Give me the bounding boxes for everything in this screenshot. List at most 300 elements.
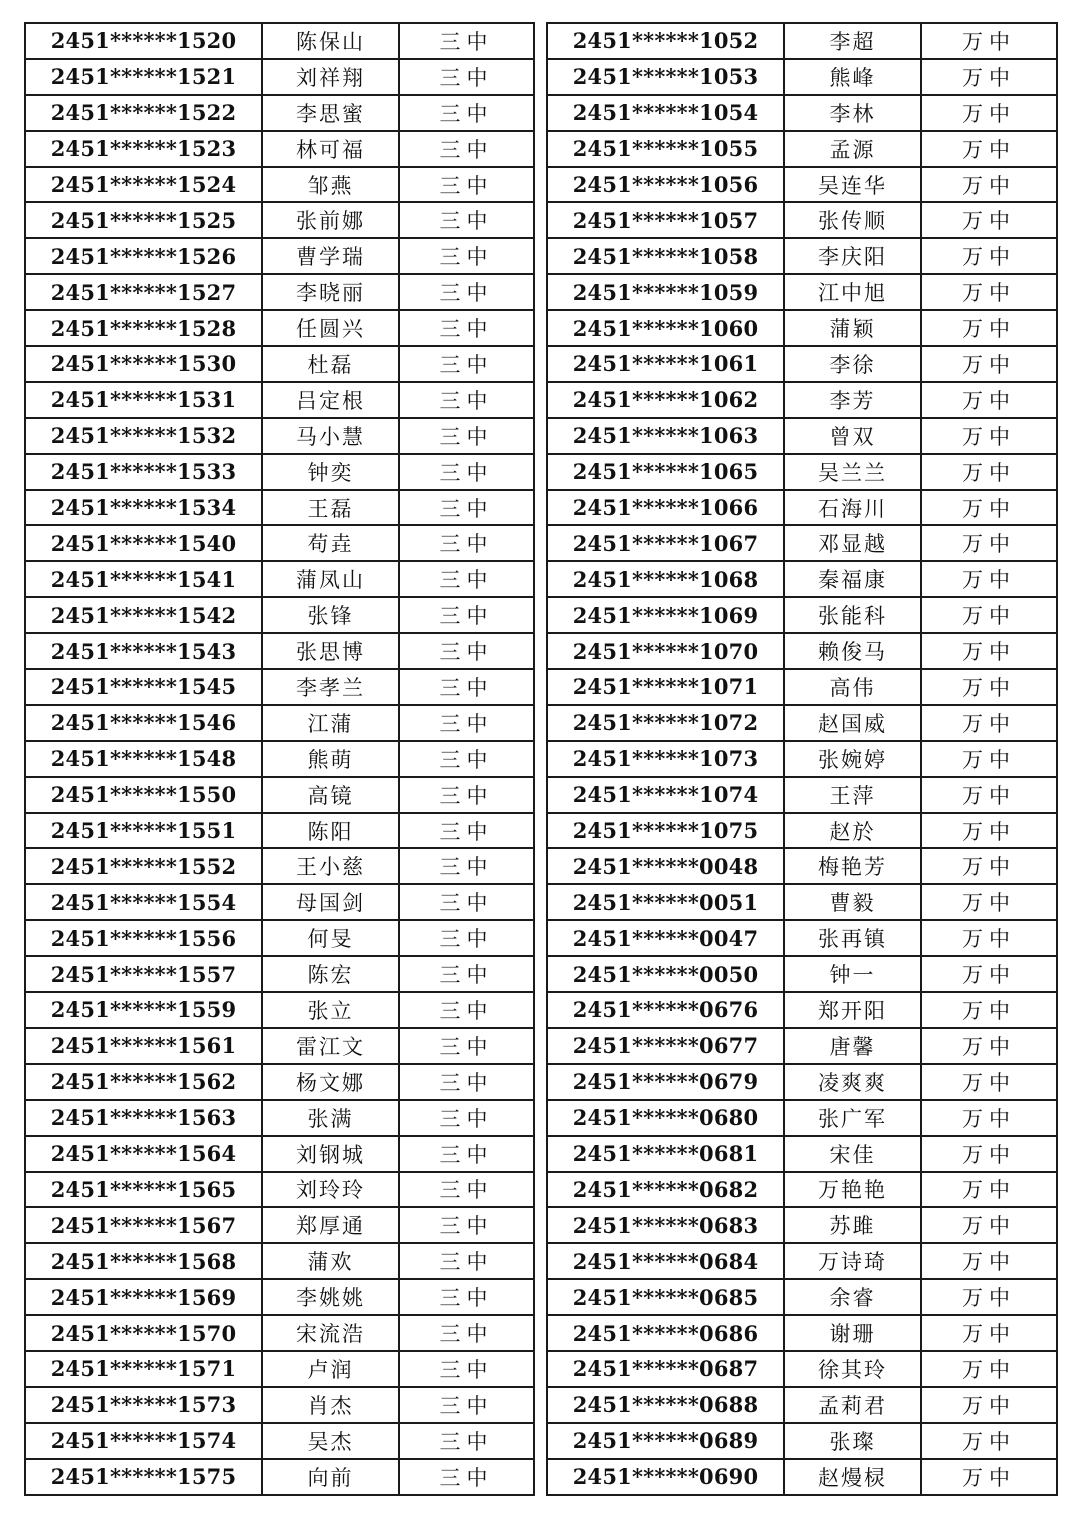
student-name-cell: 钟一 [784,956,921,992]
table-row [547,346,1057,382]
student-name-cell: 张婉婷 [784,741,921,777]
student-name-cell: 宋流浩 [262,1315,399,1351]
school-cell: 万中 [921,1136,1057,1172]
student-name-cell: 吕定根 [262,382,399,418]
school-cell: 万中 [921,561,1057,597]
table-row [547,202,1057,238]
school-cell: 三中 [399,59,534,95]
school-cell: 三中 [399,597,534,633]
school-cell: 三中 [399,1243,534,1279]
school-cell: 三中 [399,310,534,346]
student-name-cell: 刘玲玲 [262,1172,399,1208]
school-cell: 万中 [921,167,1057,203]
student-name-cell: 李林 [784,95,921,131]
student-id-cell: 2451******1569 [25,1279,262,1315]
student-id-cell: 2451******0689 [547,1423,784,1459]
student-name-cell: 张广军 [784,1100,921,1136]
student-name-cell: 蒲欢 [262,1243,399,1279]
table-row [547,1315,1057,1351]
table-row [25,346,534,382]
student-id-cell: 2451******1524 [25,167,262,203]
student-id-cell: 2451******0682 [547,1172,784,1208]
table-row [547,95,1057,131]
school-cell: 三中 [399,525,534,561]
student-id-cell: 2451******1052 [547,23,784,59]
table-row [25,418,534,454]
student-name-cell: 万艳艳 [784,1172,921,1208]
student-name-cell: 邓显越 [784,525,921,561]
student-name-cell: 李超 [784,23,921,59]
student-name-cell: 陈保山 [262,23,399,59]
student-id-cell: 2451******1073 [547,741,784,777]
table-row [547,525,1057,561]
school-cell: 三中 [399,238,534,274]
school-cell: 万中 [921,1351,1057,1387]
student-id-cell: 2451******1531 [25,382,262,418]
table-row [25,59,534,95]
school-cell: 三中 [399,1207,534,1243]
student-id-cell: 2451******1056 [547,167,784,203]
student-name-cell: 孟源 [784,131,921,167]
school-cell: 万中 [921,454,1057,490]
student-id-cell: 2451******1067 [547,525,784,561]
student-name-cell: 张再镇 [784,920,921,956]
table-row [25,1279,534,1315]
table-row [25,490,534,526]
school-cell: 万中 [921,1207,1057,1243]
student-name-cell: 张思博 [262,633,399,669]
student-name-cell: 雷江文 [262,1028,399,1064]
table-row [25,848,534,884]
school-cell: 三中 [399,1351,534,1387]
student-id-cell: 2451******1557 [25,956,262,992]
table-row [25,1028,534,1064]
table-row [25,956,534,992]
student-name-cell: 凌爽爽 [784,1064,921,1100]
school-cell: 三中 [399,131,534,167]
student-id-cell: 2451******0679 [547,1064,784,1100]
student-name-cell: 杨文娜 [262,1064,399,1100]
student-id-cell: 2451******1059 [547,274,784,310]
school-cell: 三中 [399,1279,534,1315]
student-name-cell: 陈宏 [262,956,399,992]
student-name-cell: 张能科 [784,597,921,633]
table-row [547,23,1057,59]
table-row [25,95,534,131]
student-name-cell: 万诗琦 [784,1243,921,1279]
student-name-cell: 郑开阳 [784,992,921,1028]
student-id-cell: 2451******0677 [547,1028,784,1064]
school-cell: 万中 [921,202,1057,238]
school-cell: 万中 [921,490,1057,526]
table-row [25,238,534,274]
table-row [25,1136,534,1172]
student-name-cell: 宋佳 [784,1136,921,1172]
school-cell: 三中 [399,454,534,490]
right-roster-table [546,22,1058,1496]
school-cell: 万中 [921,382,1057,418]
student-id-cell: 2451******1575 [25,1459,262,1495]
student-id-cell: 2451******1567 [25,1207,262,1243]
student-id-cell: 2451******1568 [25,1243,262,1279]
student-name-cell: 余睿 [784,1279,921,1315]
table-row [547,992,1057,1028]
student-name-cell: 曹学瑞 [262,238,399,274]
table-row [547,418,1057,454]
student-id-cell: 2451******0681 [547,1136,784,1172]
student-name-cell: 张满 [262,1100,399,1136]
student-id-cell: 2451******0690 [547,1459,784,1495]
table-row [547,597,1057,633]
student-name-cell: 曹毅 [784,884,921,920]
student-id-cell: 2451******1065 [547,454,784,490]
table-row [547,884,1057,920]
table-row [547,1136,1057,1172]
table-row [547,813,1057,849]
table-row [547,490,1057,526]
student-name-cell: 高镜 [262,777,399,813]
student-name-cell: 吴兰兰 [784,454,921,490]
table-row [25,884,534,920]
student-id-cell: 2451******1534 [25,490,262,526]
school-cell: 万中 [921,813,1057,849]
student-name-cell: 张璨 [784,1423,921,1459]
student-id-cell: 2451******1075 [547,813,784,849]
school-cell: 万中 [921,310,1057,346]
school-cell: 三中 [399,1423,534,1459]
table-row [547,1423,1057,1459]
table-row [25,633,534,669]
table-row [547,1387,1057,1423]
student-id-cell: 2451******1574 [25,1423,262,1459]
student-id-cell: 2451******1068 [547,561,784,597]
student-name-cell: 熊萌 [262,741,399,777]
student-name-cell: 王小慈 [262,848,399,884]
table-row [25,274,534,310]
student-name-cell: 曾双 [784,418,921,454]
school-cell: 万中 [921,633,1057,669]
table-row [547,920,1057,956]
student-id-cell: 2451******1060 [547,310,784,346]
student-name-cell: 赵熳棂 [784,1459,921,1495]
table-row [25,1351,534,1387]
student-name-cell: 卢润 [262,1351,399,1387]
student-name-cell: 苏雎 [784,1207,921,1243]
school-cell: 万中 [921,992,1057,1028]
student-id-cell: 2451******0676 [547,992,784,1028]
school-cell: 万中 [921,1387,1057,1423]
student-id-cell: 2451******0687 [547,1351,784,1387]
school-cell: 万中 [921,1172,1057,1208]
left-roster-table [24,22,535,1496]
school-cell: 三中 [399,992,534,1028]
student-id-cell: 2451******1551 [25,813,262,849]
school-cell: 万中 [921,884,1057,920]
table-row [547,669,1057,705]
student-name-cell: 苟垚 [262,525,399,561]
student-id-cell: 2451******1072 [547,705,784,741]
school-cell: 万中 [921,1064,1057,1100]
table-row [25,920,534,956]
student-id-cell: 2451******1545 [25,669,262,705]
student-id-cell: 2451******1066 [547,490,784,526]
student-name-cell: 蒲凤山 [262,561,399,597]
student-id-cell: 2451******0680 [547,1100,784,1136]
school-cell: 万中 [921,238,1057,274]
table-row [25,992,534,1028]
school-cell: 万中 [921,131,1057,167]
student-name-cell: 母国剑 [262,884,399,920]
student-id-cell: 2451******1532 [25,418,262,454]
student-name-cell: 李芳 [784,382,921,418]
school-cell: 三中 [399,1315,534,1351]
table-row [547,777,1057,813]
table-row [547,454,1057,490]
student-id-cell: 2451******0051 [547,884,784,920]
student-name-cell: 杜磊 [262,346,399,382]
school-cell: 三中 [399,884,534,920]
left-roster-body [25,23,534,1495]
student-name-cell: 何旻 [262,920,399,956]
student-name-cell: 王萍 [784,777,921,813]
student-id-cell: 2451******1522 [25,95,262,131]
school-cell: 三中 [399,633,534,669]
table-row [25,310,534,346]
student-name-cell: 张传顺 [784,202,921,238]
student-id-cell: 2451******1564 [25,1136,262,1172]
school-cell: 三中 [399,23,534,59]
school-cell: 三中 [399,490,534,526]
student-id-cell: 2451******1548 [25,741,262,777]
school-cell: 三中 [399,956,534,992]
student-name-cell: 梅艳芳 [784,848,921,884]
student-id-cell: 2451******1561 [25,1028,262,1064]
student-id-cell: 2451******0686 [547,1315,784,1351]
table-row [25,202,534,238]
table-row [25,1315,534,1351]
student-name-cell: 李孝兰 [262,669,399,705]
student-id-cell: 2451******1542 [25,597,262,633]
table-row [25,561,534,597]
table-row [25,1387,534,1423]
student-id-cell: 2451******1070 [547,633,784,669]
table-row [25,741,534,777]
student-name-cell: 赵於 [784,813,921,849]
table-row [25,167,534,203]
table-row [25,597,534,633]
student-name-cell: 吴杰 [262,1423,399,1459]
table-row [25,131,534,167]
table-row [25,454,534,490]
student-name-cell: 刘钢城 [262,1136,399,1172]
table-row [547,238,1057,274]
table-row [25,525,534,561]
student-name-cell: 陈阳 [262,813,399,849]
table-row [547,1459,1057,1495]
student-id-cell: 2451******1058 [547,238,784,274]
school-cell: 万中 [921,1243,1057,1279]
student-name-cell: 秦福康 [784,561,921,597]
table-row [547,382,1057,418]
table-row [25,1243,534,1279]
student-name-cell: 高伟 [784,669,921,705]
student-id-cell: 2451******1071 [547,669,784,705]
student-id-cell: 2451******1530 [25,346,262,382]
school-cell: 三中 [399,1387,534,1423]
school-cell: 万中 [921,1459,1057,1495]
school-cell: 万中 [921,274,1057,310]
student-id-cell: 2451******1062 [547,382,784,418]
student-name-cell: 肖杰 [262,1387,399,1423]
student-id-cell: 2451******0050 [547,956,784,992]
student-name-cell: 向前 [262,1459,399,1495]
student-name-cell: 江蒲 [262,705,399,741]
student-id-cell: 2451******0047 [547,920,784,956]
student-id-cell: 2451******1074 [547,777,784,813]
school-cell: 三中 [399,777,534,813]
school-cell: 万中 [921,1279,1057,1315]
student-id-cell: 2451******1528 [25,310,262,346]
student-id-cell: 2451******1571 [25,1351,262,1387]
table-row [547,1279,1057,1315]
table-row [547,1028,1057,1064]
school-cell: 三中 [399,274,534,310]
school-cell: 万中 [921,777,1057,813]
student-id-cell: 2451******1063 [547,418,784,454]
student-id-cell: 2451******1562 [25,1064,262,1100]
school-cell: 三中 [399,920,534,956]
table-row [547,1100,1057,1136]
table-row [547,167,1057,203]
school-cell: 三中 [399,1459,534,1495]
school-cell: 万中 [921,1100,1057,1136]
table-row [547,310,1057,346]
table-row [547,561,1057,597]
school-cell: 万中 [921,705,1057,741]
school-cell: 三中 [399,1136,534,1172]
student-id-cell: 2451******1546 [25,705,262,741]
table-row [25,705,534,741]
student-id-cell: 2451******1533 [25,454,262,490]
student-name-cell: 谢珊 [784,1315,921,1351]
table-row [25,1100,534,1136]
school-cell: 万中 [921,741,1057,777]
table-row [547,1243,1057,1279]
school-cell: 三中 [399,95,534,131]
table-row [547,848,1057,884]
student-id-cell: 2451******1055 [547,131,784,167]
student-id-cell: 2451******1540 [25,525,262,561]
student-name-cell: 江中旭 [784,274,921,310]
student-id-cell: 2451******1523 [25,131,262,167]
school-cell: 万中 [921,59,1057,95]
table-row [547,131,1057,167]
table-row [547,1351,1057,1387]
student-name-cell: 李徐 [784,346,921,382]
student-name-cell: 张前娜 [262,202,399,238]
table-row [547,956,1057,992]
student-id-cell: 2451******0048 [547,848,784,884]
student-id-cell: 2451******1525 [25,202,262,238]
student-name-cell: 张锋 [262,597,399,633]
table-row [547,1172,1057,1208]
student-name-cell: 赖俊马 [784,633,921,669]
student-id-cell: 2451******0684 [547,1243,784,1279]
table-row [547,1064,1057,1100]
student-name-cell: 赵国威 [784,705,921,741]
student-id-cell: 2451******1550 [25,777,262,813]
table-row [25,813,534,849]
school-cell: 三中 [399,741,534,777]
student-id-cell: 2451******1054 [547,95,784,131]
student-name-cell: 林可福 [262,131,399,167]
student-name-cell: 钟奕 [262,454,399,490]
school-cell: 万中 [921,23,1057,59]
school-cell: 万中 [921,346,1057,382]
student-id-cell: 2451******1563 [25,1100,262,1136]
school-cell: 万中 [921,956,1057,992]
table-row [25,23,534,59]
school-cell: 万中 [921,597,1057,633]
table-row [547,705,1057,741]
table-row [547,741,1057,777]
table-row [25,1064,534,1100]
table-row [25,669,534,705]
student-id-cell: 2451******1552 [25,848,262,884]
student-name-cell: 李姚姚 [262,1279,399,1315]
school-cell: 万中 [921,920,1057,956]
school-cell: 三中 [399,1172,534,1208]
table-row [25,1207,534,1243]
student-id-cell: 2451******1527 [25,274,262,310]
table-row [547,633,1057,669]
student-name-cell: 唐馨 [784,1028,921,1064]
table-row [25,777,534,813]
student-name-cell: 任圆兴 [262,310,399,346]
school-cell: 三中 [399,1100,534,1136]
student-id-cell: 2451******0688 [547,1387,784,1423]
school-cell: 三中 [399,669,534,705]
school-cell: 三中 [399,1064,534,1100]
student-id-cell: 2451******1520 [25,23,262,59]
student-name-cell: 刘祥翔 [262,59,399,95]
school-cell: 三中 [399,1028,534,1064]
student-name-cell: 王磊 [262,490,399,526]
student-id-cell: 2451******1061 [547,346,784,382]
school-cell: 三中 [399,418,534,454]
student-id-cell: 2451******1559 [25,992,262,1028]
school-cell: 万中 [921,525,1057,561]
school-cell: 万中 [921,669,1057,705]
school-cell: 三中 [399,813,534,849]
student-name-cell: 邹燕 [262,167,399,203]
school-cell: 三中 [399,167,534,203]
table-row [25,382,534,418]
table-row [25,1172,534,1208]
table-row [547,1207,1057,1243]
student-id-cell: 2451******1554 [25,884,262,920]
school-cell: 万中 [921,1423,1057,1459]
school-cell: 万中 [921,848,1057,884]
student-name-cell: 熊峰 [784,59,921,95]
table-row [547,274,1057,310]
student-id-cell: 2451******1570 [25,1315,262,1351]
table-row [547,59,1057,95]
student-id-cell: 2451******1057 [547,202,784,238]
student-name-cell: 郑厚通 [262,1207,399,1243]
student-id-cell: 2451******1565 [25,1172,262,1208]
student-id-cell: 2451******1543 [25,633,262,669]
